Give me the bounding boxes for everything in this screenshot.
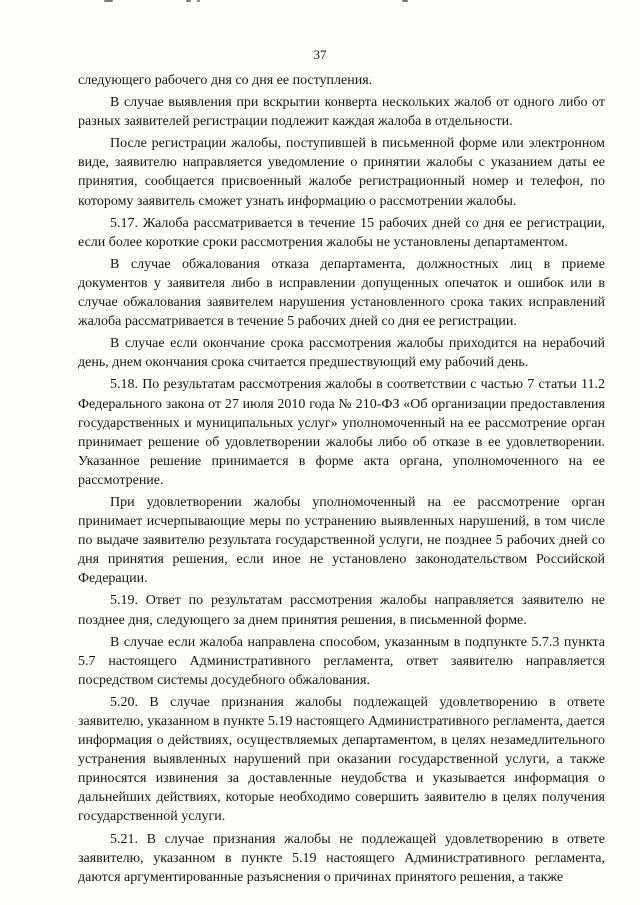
paragraph-5-19: 5.19. Ответ по результатам рассмотрения жалобы направляется заявителю не позднее дня, следующего за днем принятия решения, в письменной форме. [78,593,605,628]
paragraph-registration-notice: После регистрации жалобы, поступившей в письменной форме или электронном виде, заявителю направляется уведомление о принятии жалобы с указанием даты ее принятия, сообщается присвоенный жалобе регистрационный номер и телефон, по которому заявитель сможет узнать информацию о рассмотрении жалобы. [78,136,605,209]
paragraph-non-working-day: В случае если окончание срока рассмотрения жалобы приходится на нерабочий день, днем окончания срока считается предшествующий ему рабочий день. [78,336,605,371]
scan-artifact [186,0,191,2]
paragraph-continuation: следующего рабочего дня со дня ее поступления. [78,73,373,88]
paragraph-5-18: 5.18. По результатам рассмотрения жалобы в соответствии с частью 7 статьи 11.2 Федерального закона от 27 июля 2010 года № 210-ФЗ «Об организации предоставления государственных и муниципальных услуг» уполномоченный на ее рассмотрение орган принимает решение об удовлетворении жалобы либо об отказе в ее удовлетворении. Указанное решение принимается в форме акта органа, уполномоченного на ее рассмотрение. [78,377,605,488]
paragraph-multiple-complaints: В случае выявления при вскрытии конверта нескольких жалоб от одного либо от разных заявителей регистрации подлежит каждая жалоба в отдельности. [78,95,605,130]
document-body [78,71,605,890]
scan-artifact [197,0,200,2]
paragraph-pre-trial-system: В случае если жалоба направлена способом, указанным в подпункте 5.7.3 пункта 5.7 настоящего Административного регламента, ответ заявителю направляется посредством системы досудебного обжалования. [78,634,605,688]
scan-artifact [104,0,113,2]
page-number: 37 [313,47,327,62]
paragraph-5-20: 5.20. В случае признания жалобы подлежащей удовлетворению в ответе заявителю, указанном в пункте 5.19 настоящего Административного регламента, дается информация о действиях, осуществляемых департаментом, в целях незамедлительного устранения выявленных нарушений при оказании государственной услуги, а также приносятся извинения за доставленные неудобства и указывается информация о дальнейших действиях, которые необходимо совершить заявителю в целях получения государственной услуги. [78,694,605,825]
scan-artifact [402,0,408,2]
paragraph-refusal-appeal: В случае обжалования отказа департамента, должностных лиц в приеме документов у заявителя либо в исправлении допущенных опечаток и ошибок или в случае обжалования заявителем нарушения установленного срока таких исправлений жалоба рассматривается в течение 5 рабочих дней со дня ее регистрации. [78,256,605,330]
paragraph-5-21: 5.21. В случае признания жалобы не подлежащей удовлетворению в ответе заявителю, указанном в пункте 5.19 настоящего Административного регламента, даются аргументированные разъяснения о причинах принятого решения, а также [78,831,605,885]
paragraph-satisfaction-measures: При удовлетворении жалобы уполномоченный на ее рассмотрение орган принимает исчерпывающие меры по устранению выявленных нарушений, в том числе по выдаче заявителю результата государственной услуги, не позднее 5 рабочих дней со дня принятия решения, если иное не установлено законодательством Российской Федерации. [78,494,605,587]
paragraph-5-17: 5.17. Жалоба рассматривается в течение 15 рабочих дней со дня ее регистрации, если более короткие сроки рассмотрения жалобы не установлены департаментом. [78,215,605,250]
